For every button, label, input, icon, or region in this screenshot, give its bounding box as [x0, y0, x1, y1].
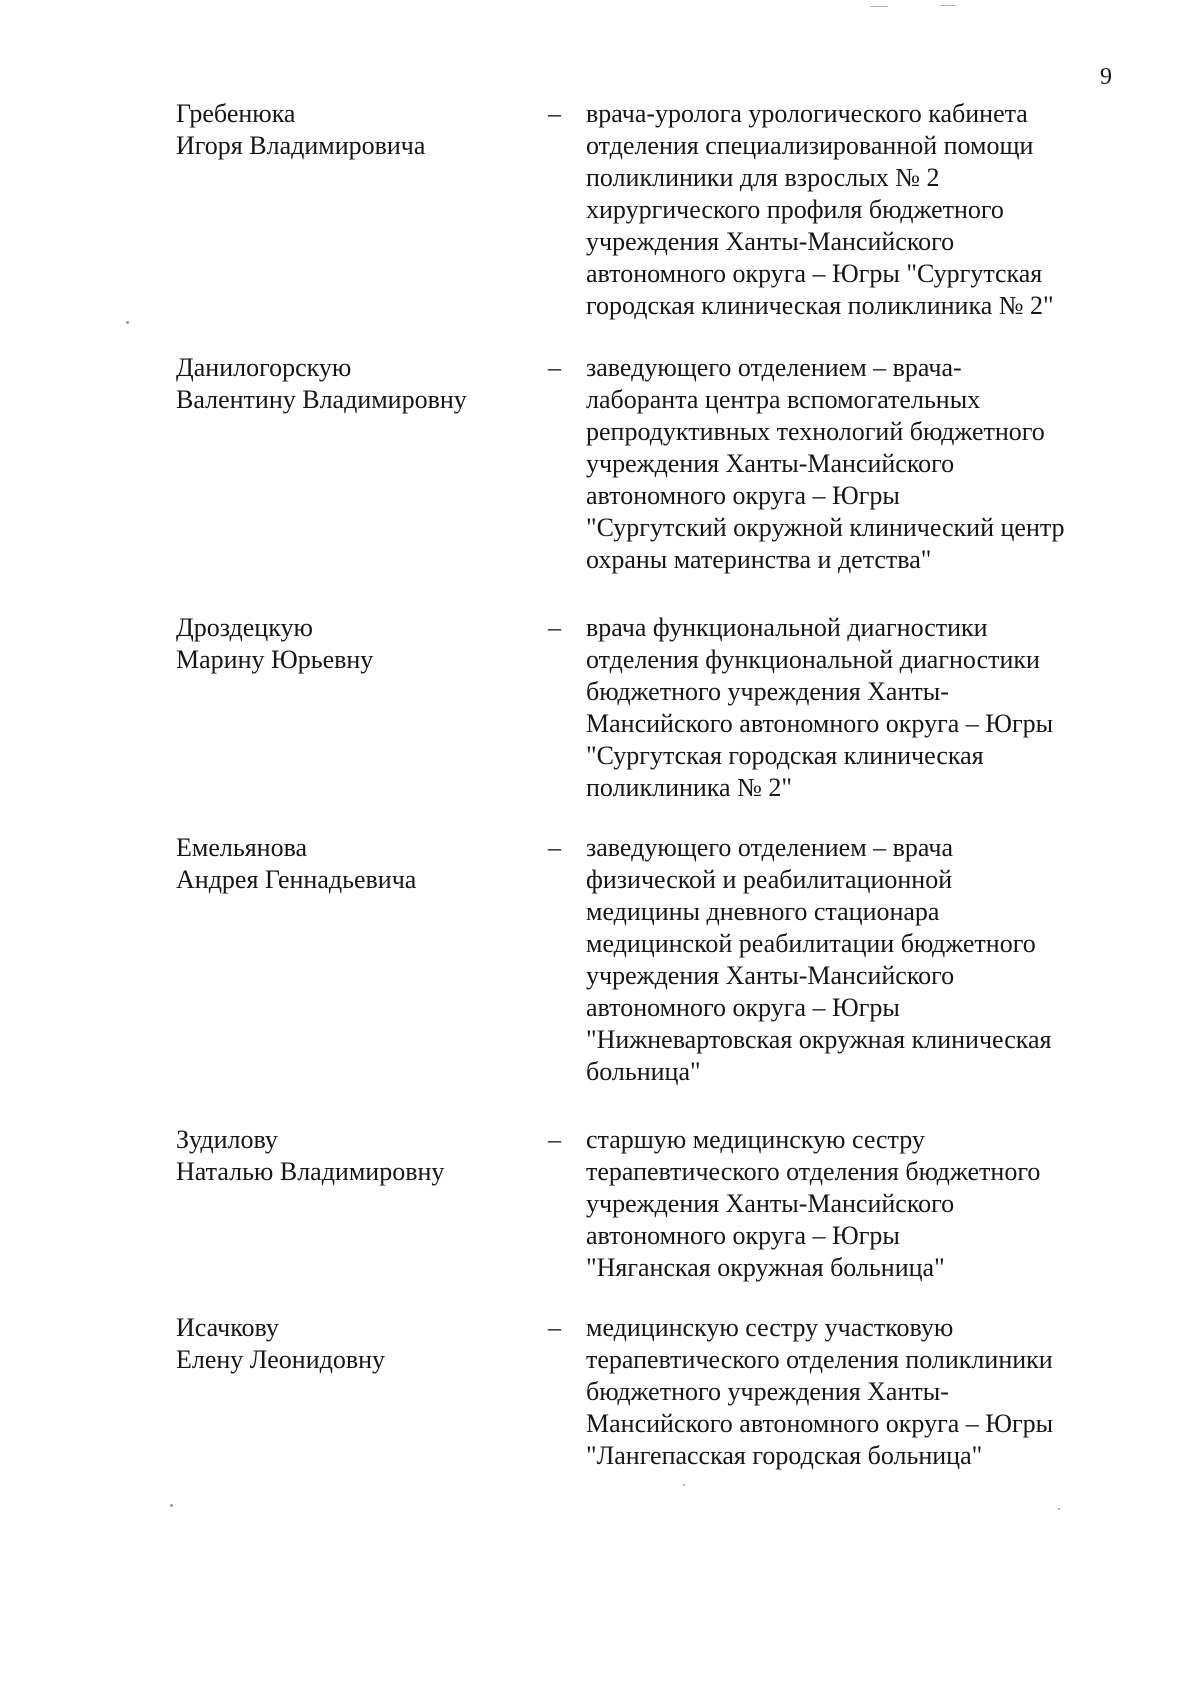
description-line: "Лангепасская городская больница" — [586, 1441, 983, 1470]
description-line: Мансийского автономного округа – Югры — [586, 709, 1054, 738]
name-line: Данилогорскую — [176, 353, 352, 382]
person-name — [176, 1312, 536, 1376]
description-line: учреждения Ханты-Мансийского — [586, 1189, 955, 1218]
description-line: хирургического профиля бюджетного — [586, 195, 1004, 224]
description-line: "Няганская окружная больница" — [586, 1253, 945, 1282]
description-line: автономного округа – Югры "Сургутская — [586, 259, 1043, 288]
description-line: физической и реабилитационной — [586, 865, 953, 894]
description-line: заведующего отделением – врача- — [586, 353, 962, 382]
scan-artifact — [870, 6, 888, 7]
scan-speck — [1058, 1508, 1060, 1510]
separator-dash: – — [548, 99, 561, 128]
person-name — [176, 612, 536, 676]
description-line: терапевтического отделения бюджетного — [586, 1157, 1041, 1186]
description-line: поликлиника № 2" — [586, 773, 793, 802]
person-name — [176, 352, 536, 416]
position-description — [586, 1312, 1126, 1472]
name-line: Гребенюка — [176, 99, 296, 128]
position-description — [586, 832, 1126, 1088]
description-line: врача функциональной диагностики — [586, 613, 988, 642]
person-name — [176, 832, 536, 896]
name-line: Емельянова — [176, 833, 308, 862]
scan-speck — [683, 1484, 685, 1486]
scan-speck — [170, 1504, 173, 1507]
description-line: медицинскую сестру участковую — [586, 1313, 954, 1342]
position-description — [586, 1124, 1126, 1284]
name-line: Валентину Владимировну — [176, 385, 467, 414]
description-line: автономного округа – Югры — [586, 993, 900, 1022]
description-line: больница" — [586, 1057, 701, 1086]
name-line: Исачкову — [176, 1313, 279, 1342]
separator-dash: – — [548, 613, 561, 642]
description-line: лаборанта центра вспомогательных — [586, 385, 981, 414]
position-description — [586, 612, 1126, 804]
description-line: "Нижневартовская окружная клиническая — [586, 1025, 1052, 1054]
description-line: заведующего отделением – врача — [586, 833, 954, 862]
description-line: охраны материнства и детства" — [586, 545, 932, 574]
separator-dash: – — [548, 1313, 561, 1342]
description-line: репродуктивных технологий бюджетного — [586, 417, 1045, 446]
description-line: учреждения Ханты-Мансийского — [586, 961, 955, 990]
description-line: медицины дневного стационара — [586, 897, 940, 926]
separator-dash: – — [548, 833, 561, 862]
name-line: Елену Леонидовну — [176, 1345, 386, 1374]
name-line: Марину Юрьевну — [176, 645, 374, 674]
position-description — [586, 352, 1126, 576]
description-line: отделения функциональной диагностики — [586, 645, 1040, 674]
scan-artifact — [940, 5, 956, 6]
name-line: Андрея Геннадьевича — [176, 865, 417, 894]
description-line: автономного округа – Югры — [586, 481, 900, 510]
description-line: поликлиники для взрослых № 2 — [586, 163, 940, 192]
name-line: Дроздецкую — [176, 613, 313, 642]
scan-speck — [126, 321, 129, 324]
description-line: городская клиническая поликлиника № 2" — [586, 291, 1054, 320]
separator-dash: – — [548, 353, 561, 382]
name-line: Зудилову — [176, 1125, 278, 1154]
description-line: Мансийского автономного округа – Югры — [586, 1409, 1054, 1438]
name-line: Наталью Владимировну — [176, 1157, 445, 1186]
description-line: "Сургутская городская клиническая — [586, 741, 984, 770]
person-name — [176, 1124, 536, 1188]
description-line: автономного округа – Югры — [586, 1221, 900, 1250]
page-number: 9 — [1100, 64, 1112, 90]
name-line: Игоря Владимировича — [176, 131, 426, 160]
description-line: бюджетного учреждения Ханты- — [586, 677, 949, 706]
description-line: врача-уролога урологического кабинета — [586, 99, 1028, 128]
position-description — [586, 98, 1126, 322]
description-line: учреждения Ханты-Мансийского — [586, 449, 955, 478]
description-line: "Сургутский окружной клинический центр — [586, 513, 1065, 542]
person-name — [176, 98, 536, 162]
description-line: отделения специализированной помощи — [586, 131, 1034, 160]
description-line: учреждения Ханты-Мансийского — [586, 227, 955, 256]
description-line: бюджетного учреждения Ханты- — [586, 1377, 949, 1406]
separator-dash: – — [548, 1125, 561, 1154]
description-line: медицинской реабилитации бюджетного — [586, 929, 1036, 958]
description-line: старшую медицинскую сестру — [586, 1125, 925, 1154]
description-line: терапевтического отделения поликлиники — [586, 1345, 1053, 1374]
